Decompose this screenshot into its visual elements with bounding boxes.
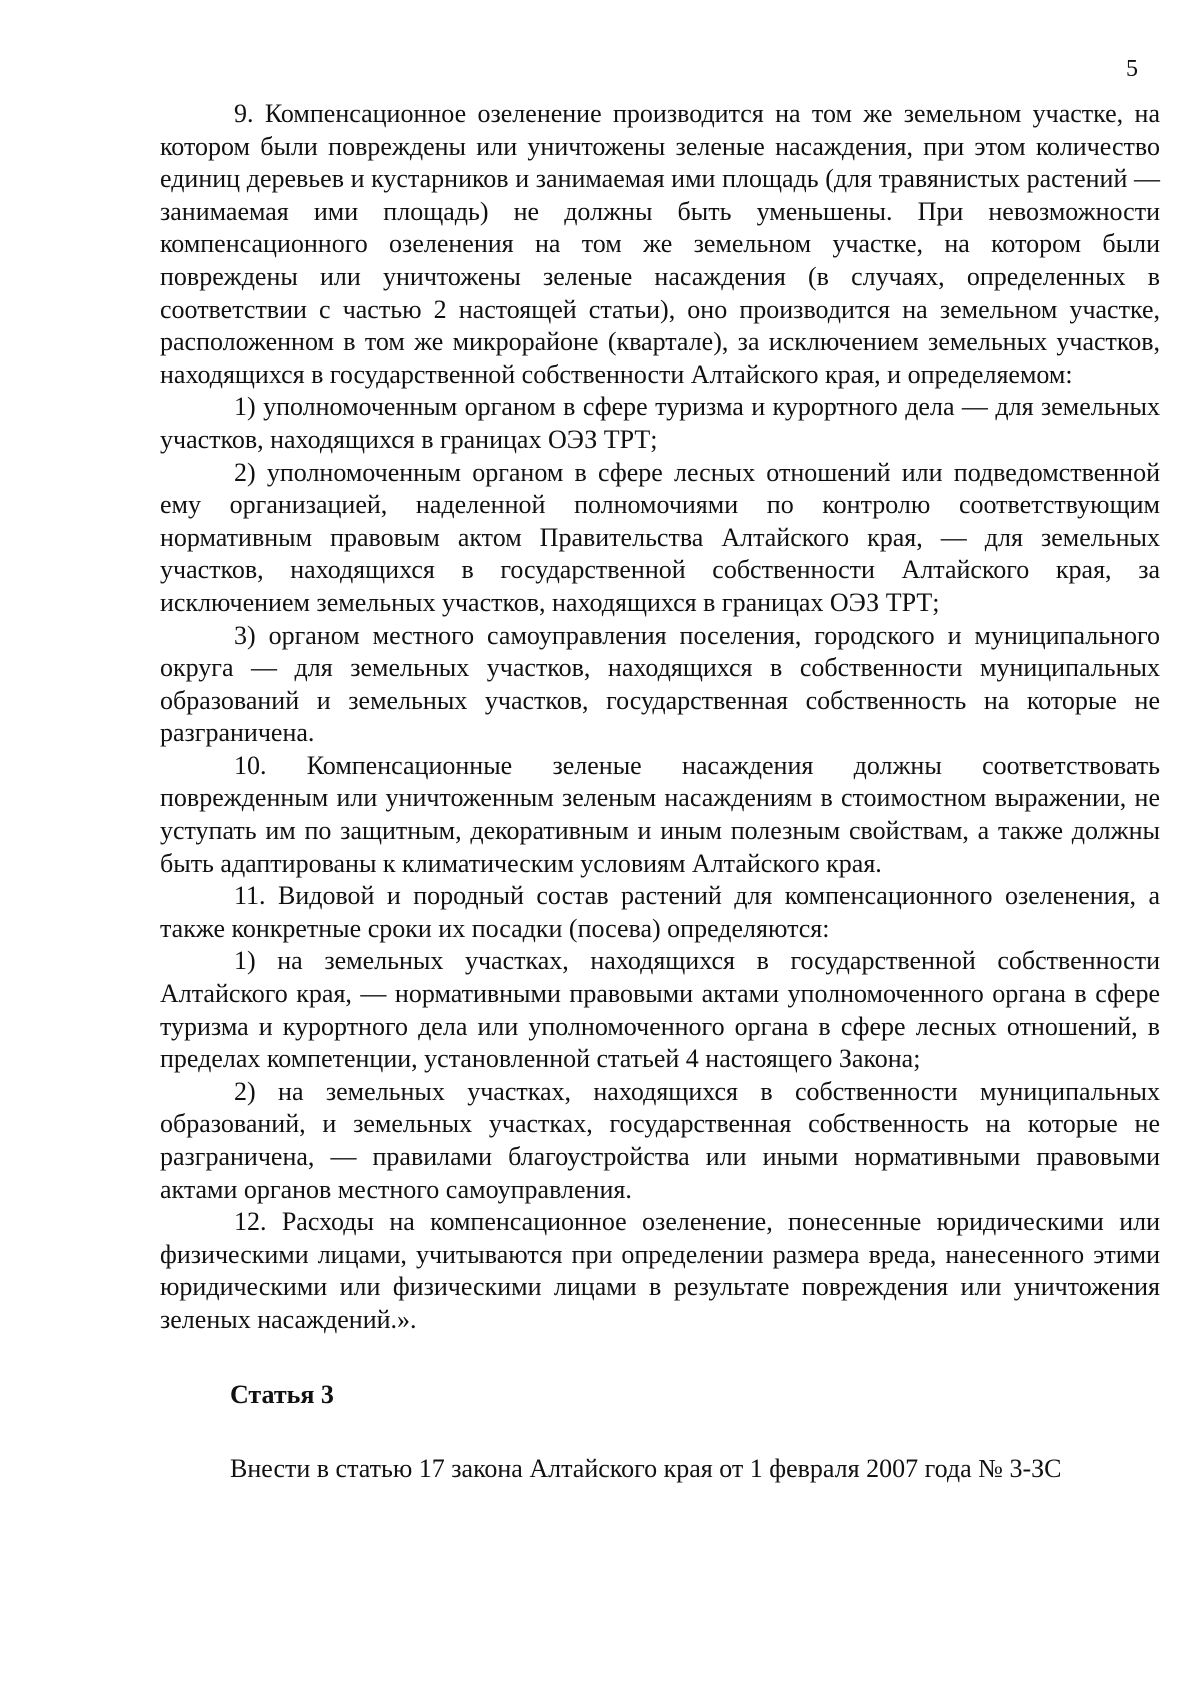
paragraph-9: 9. Компенсационное озеленение производится на том же земельном участке, на котором были повреждены или уничтожены зеленые насаждения, при этом количество единиц деревьев и кустарников и занимаемая ими площадь (для травянистых растений — занимаемая ими площадь) не должны быть уменьшены. При невозможности компенсационного озеленения на том же земельном участке, на котором были повреждены или уничтожены зеленые насаждения (в случаях, определенных в соответствии с частью 2 настоящей статьи), оно производится на земельном участке, расположенном в том же микрорайоне (квартале), за исключением земельных участков, находящихся в государственной собственности Алтайского края, и определяемом: <box>160 99 1160 389</box>
paragraph-9-item-3: 3) органом местного самоуправления поселения, городского и муниципального округа — для земельных участков, находящихся в собственности муниципальных образований и земельных участков, государственная собственность на которые не разграничена. <box>160 620 1160 748</box>
document-body <box>160 98 1160 1486</box>
paragraph-11-item-2: 2) на земельных участках, находящихся в собственности муниципальных образований, и земельных участках, государственная собственность на которые не разграничена, — правилами благоустройства или иными нормативными правовыми актами органов местного самоуправления. <box>160 1076 1160 1204</box>
page-number: 5 <box>1126 56 1138 82</box>
article-heading: Статья 3 <box>230 1379 334 1409</box>
paragraph-9-item-2: 2) уполномоченным органом в сфере лесных отношений или подведомственной ему организацией, наделенной полномочиями по контролю соответствующим нормативным правовым актом Правительства Алтайского края, — для земельных участков, находящихся в государственной собственности Алтайского края, за исключением земельных участков, находящихся в границах ОЭЗ ТРТ; <box>160 457 1160 617</box>
paragraph-9-item-1: 1) уполномоченным органом в сфере туризма и курортного дела — для земельных участков, находящихся в границах ОЭЗ ТРТ; <box>160 392 1160 454</box>
paragraph-11: 11. Видовой и породный состав растений для компенсационного озеленения, а также конкретные сроки их посадки (посева) определяются: <box>160 881 1160 943</box>
paragraph-10: 10. Компенсационные зеленые насаждения должны соответствовать поврежденным или уничтоженным зеленым насаждениям в стоимостном выражении, не уступать им по защитным, декоративным и иным полезным свойствам, а также должны быть адаптированы к климатическим условиям Алтайского края. <box>160 750 1160 878</box>
paragraph-12: 12. Расходы на компенсационное озеленение, понесенные юридическими или физическими лицами, учитываются при определении размера вреда, нанесенного этими юридическими или физическими лицами в результате повреждения или уничтожения зеленых насаждений.». <box>160 1207 1160 1334</box>
paragraph-11-item-1: 1) на земельных участках, находящихся в государственной собственности Алтайского края, — нормативными правовыми актами уполномоченного органа в сфере туризма и курортного дела или уполномоченного органа в сфере лесных отношений, в пределах компетенции, установленной статьей 4 настоящего Закона; <box>160 946 1160 1074</box>
article-3-text: Внести в статью 17 закона Алтайского края от 1 февраля 2007 года № 3-ЗС <box>230 1454 1062 1484</box>
